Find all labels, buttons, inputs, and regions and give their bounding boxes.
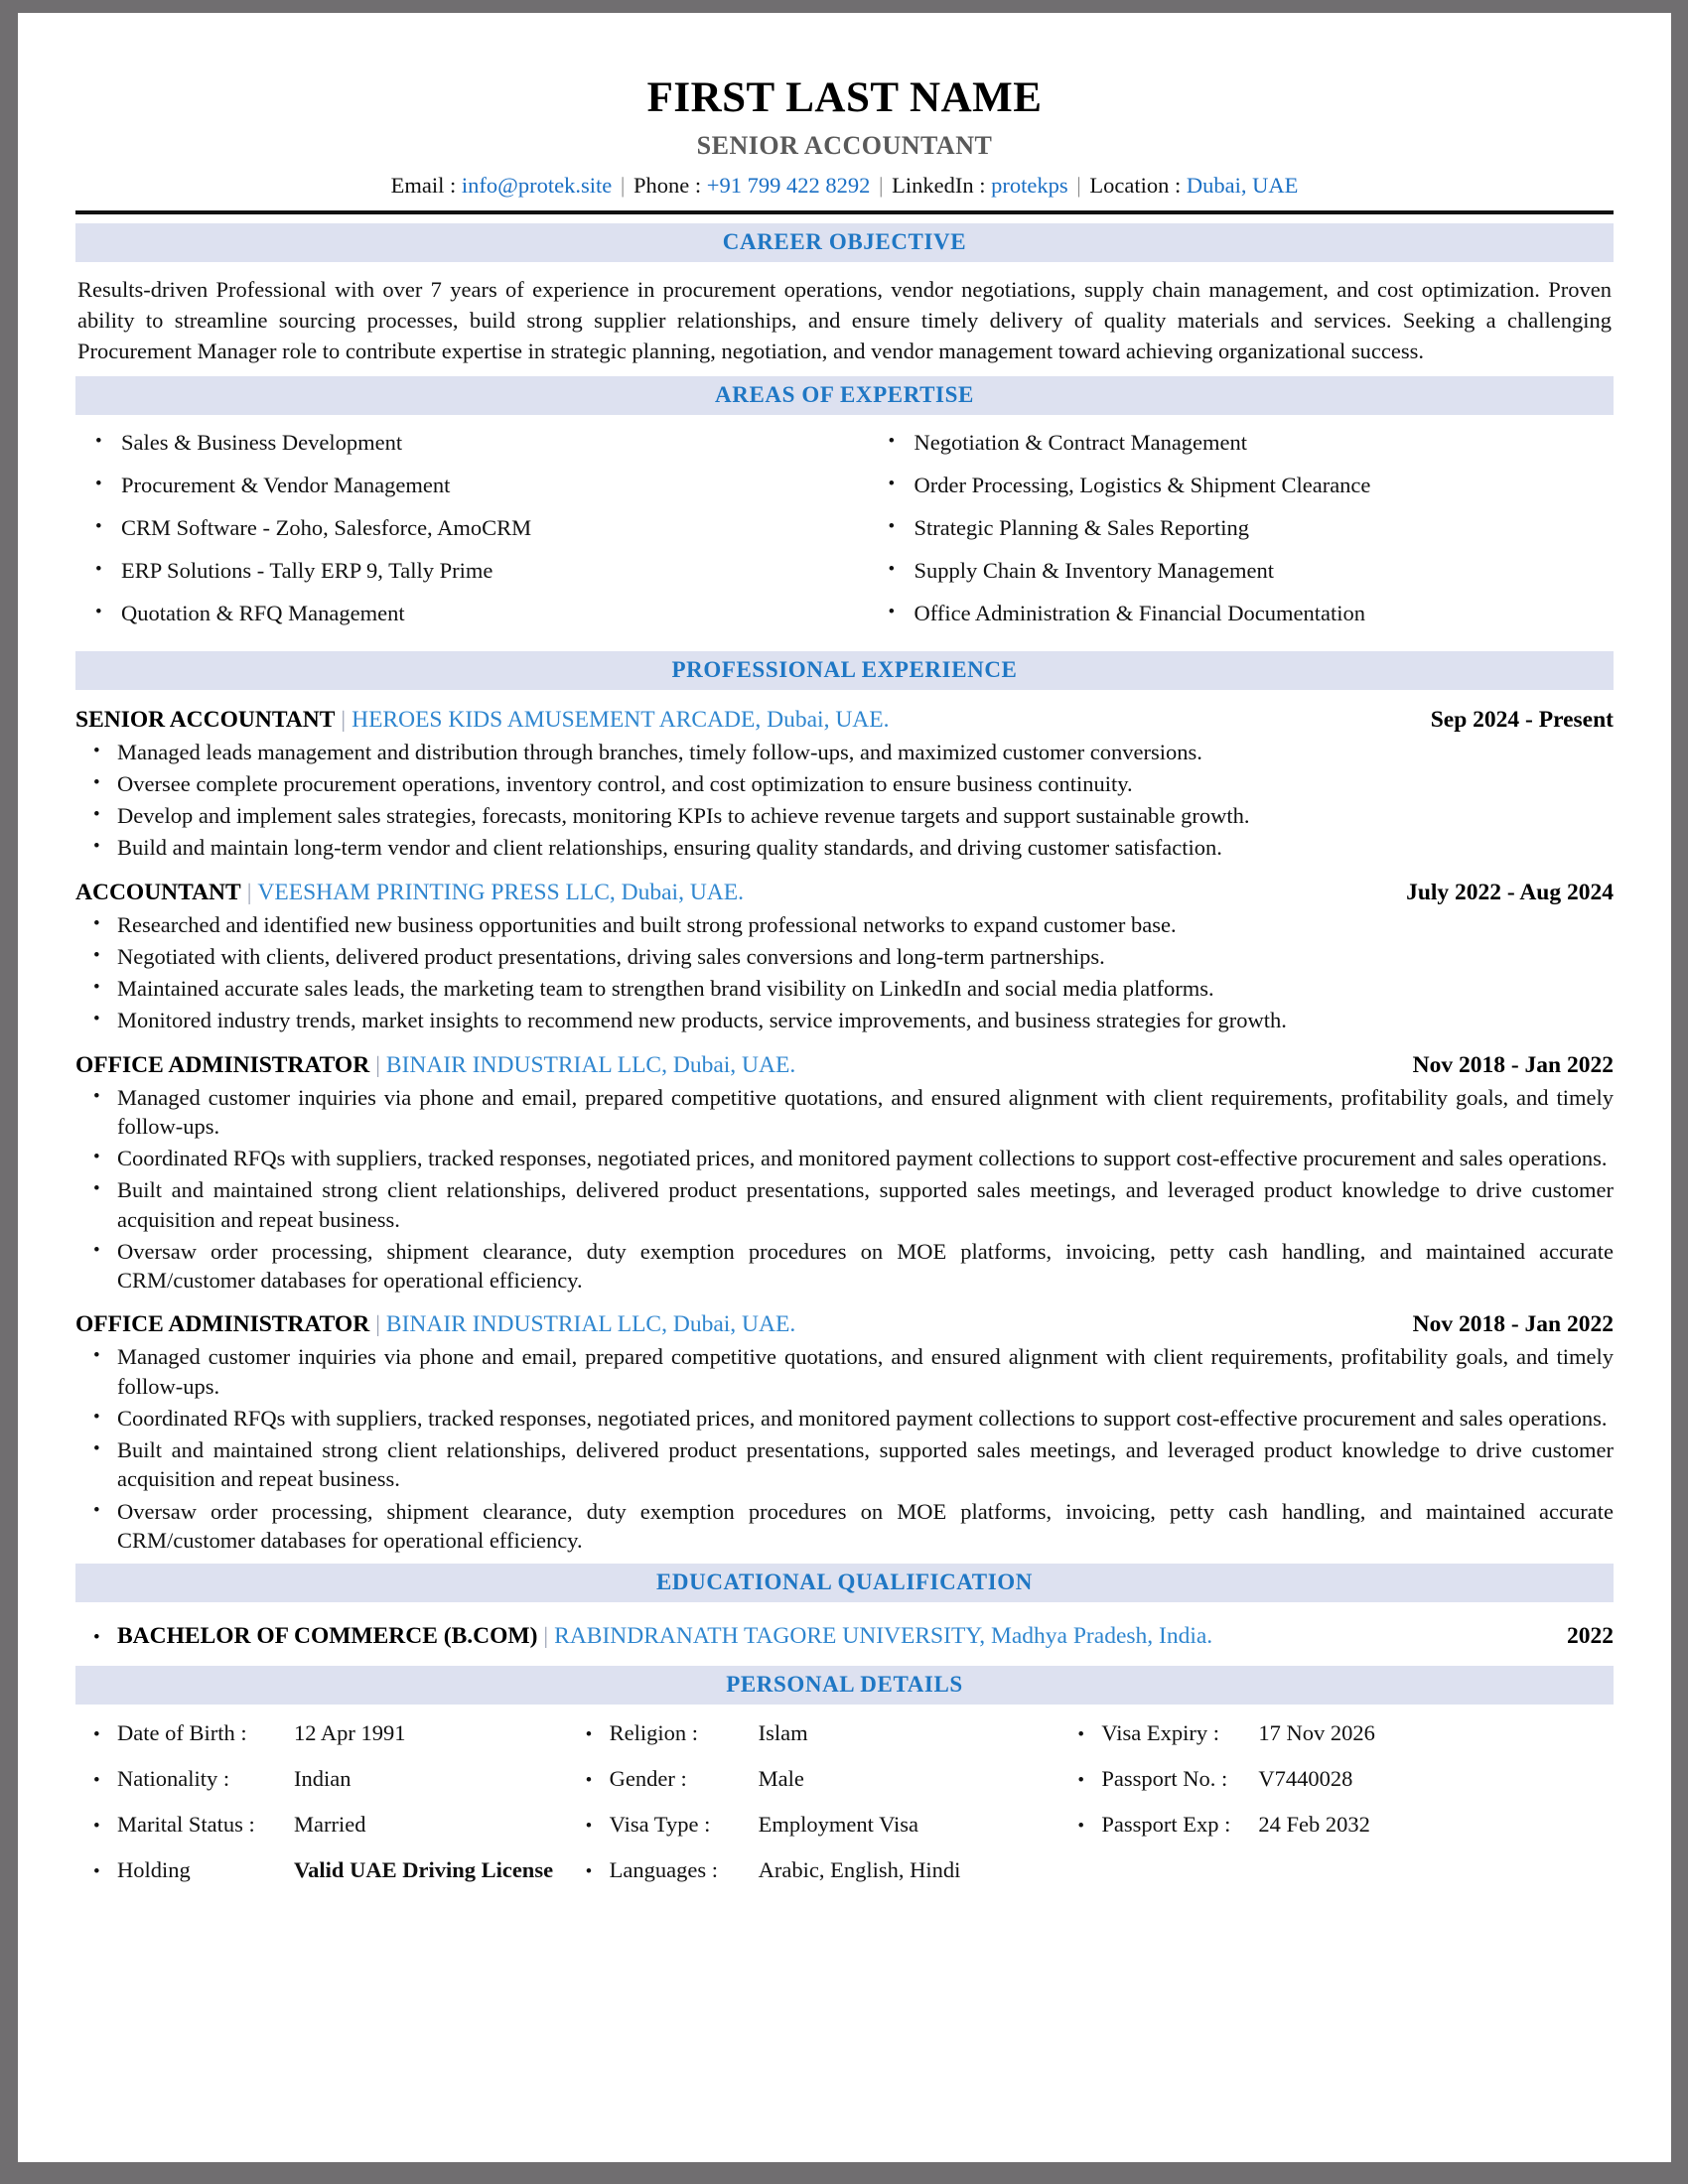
experience-bullet bbox=[75, 738, 1614, 766]
personal-detail-row bbox=[568, 1766, 1060, 1792]
experience-bullet bbox=[75, 801, 1614, 830]
education-degree: BACHELOR OF COMMERCE (B.COM) bbox=[117, 1623, 538, 1650]
bullet-icon: • bbox=[93, 1627, 100, 1649]
experience-bullet bbox=[75, 1497, 1614, 1556]
bullet-icon: • bbox=[95, 558, 102, 580]
bullet-icon: • bbox=[93, 1345, 100, 1367]
bullet-icon: • bbox=[93, 740, 100, 761]
personal-detail-label: Religion : bbox=[609, 1720, 699, 1746]
contact-separator-icon: | bbox=[1076, 173, 1081, 199]
expertise-item-label: Procurement & Vendor Management bbox=[121, 472, 451, 497]
separator-icon: | bbox=[375, 1051, 380, 1078]
personal-detail-label: Nationality : bbox=[117, 1766, 230, 1792]
expertise-item bbox=[75, 557, 845, 584]
contact-separator-icon: | bbox=[620, 173, 626, 199]
personal-detail-row bbox=[1059, 1720, 1614, 1746]
experience-entry bbox=[75, 1311, 1614, 1555]
experience-company: HEROES KIDS AMUSEMENT ARCADE, Dubai, UAE. bbox=[352, 706, 890, 733]
bullet-icon: • bbox=[1077, 1816, 1084, 1838]
personal-detail-label: Date of Birth : bbox=[117, 1720, 247, 1746]
personal-detail-row bbox=[75, 1857, 568, 1883]
experience-dates: Sep 2024 - Present bbox=[1430, 706, 1614, 733]
bullet-icon: • bbox=[93, 1861, 100, 1883]
bullet-icon: • bbox=[93, 1724, 100, 1746]
experience-company: VEESHAM PRINTING PRESS LLC, Dubai, UAE. bbox=[257, 879, 745, 905]
experience-dates: July 2022 - Aug 2024 bbox=[1406, 879, 1614, 905]
personal-detail-label: Visa Type : bbox=[609, 1812, 711, 1838]
personal-detail-value: Valid UAE Driving License bbox=[294, 1857, 554, 1883]
experience-bullet-text: Managed customer inquiries via phone and email, prepared competitive quotations, and ensured alignment with client requirements, profitability goals, and timely follow-ups. bbox=[117, 1344, 1614, 1399]
personal-detail-label: Gender : bbox=[609, 1766, 687, 1792]
personal-detail-label: Passport Exp : bbox=[1101, 1812, 1231, 1838]
experience-bullet bbox=[75, 1435, 1614, 1494]
bullet-icon: • bbox=[93, 836, 100, 858]
personal-column-3 bbox=[1059, 1720, 1614, 1903]
expertise-item bbox=[75, 429, 845, 456]
bullet-icon: • bbox=[888, 473, 896, 494]
personal-column-2 bbox=[568, 1720, 1060, 1903]
personal-detail-row bbox=[568, 1857, 1060, 1883]
separator-icon: | bbox=[375, 1311, 380, 1338]
bullet-icon: • bbox=[93, 912, 100, 934]
expertise-item bbox=[869, 514, 1615, 541]
experience-bullet-text: Build and maintain long-term vendor and client relationships, ensuring quality standards, and driving customer satisfaction. bbox=[117, 835, 1222, 861]
bullet-icon: • bbox=[93, 804, 100, 826]
experience-bullet bbox=[75, 1237, 1614, 1296]
personal-detail-value: 17 Nov 2026 bbox=[1258, 1720, 1375, 1746]
linkedin-value[interactable]: protekps bbox=[991, 173, 1068, 199]
expertise-column-right bbox=[845, 429, 1615, 642]
experience-bullet bbox=[75, 974, 1614, 1003]
expertise-item bbox=[869, 429, 1615, 456]
personal-detail-row bbox=[75, 1766, 568, 1792]
experience-bullet bbox=[75, 1342, 1614, 1401]
expertise-item-label: Sales & Business Development bbox=[121, 429, 403, 455]
personal-detail-label: Marital Status : bbox=[117, 1812, 255, 1838]
experience-bullet-text: Coordinated RFQs with suppliers, tracked responses, negotiated prices, and monitored payment collections to support cost-effective procurement and sales operations. bbox=[117, 1146, 1608, 1171]
personal-detail-row bbox=[568, 1812, 1060, 1838]
experience-role: OFFICE ADMINISTRATOR bbox=[75, 1311, 370, 1338]
education-entry bbox=[75, 1623, 1614, 1650]
bullet-icon: • bbox=[95, 601, 102, 622]
bullet-icon: • bbox=[888, 430, 896, 452]
expertise-column-left bbox=[75, 429, 845, 642]
bullet-icon: • bbox=[93, 771, 100, 793]
bullet-icon: • bbox=[93, 1499, 100, 1521]
bullet-icon: • bbox=[93, 1178, 100, 1200]
section-header-educational-qualification: EDUCATIONAL QUALIFICATION bbox=[75, 1564, 1614, 1602]
personal-detail-row bbox=[1059, 1812, 1614, 1838]
expertise-item-label: Quotation & RFQ Management bbox=[121, 600, 405, 625]
experience-bullet-text: Built and maintained strong client relationships, delivered product presentations, supported sales meetings, and leveraged product knowledge to drive customer acquisition and repeat business. bbox=[117, 1437, 1614, 1492]
expertise-item-label: Strategic Planning & Sales Reporting bbox=[914, 514, 1249, 540]
experience-bullet bbox=[75, 1175, 1614, 1234]
bullet-icon: • bbox=[93, 1009, 100, 1030]
personal-column-1 bbox=[75, 1720, 568, 1903]
experience-bullet-text: Oversaw order processing, shipment clearance, duty exemption procedures on MOE platforms, invoicing, petty cash handling, and maintained accurate CRM/customer databases for operational efficiency. bbox=[117, 1238, 1614, 1294]
personal-detail-label: Passport No. : bbox=[1101, 1766, 1228, 1792]
bullet-icon: • bbox=[93, 1406, 100, 1428]
experience-entry bbox=[75, 880, 1614, 1035]
expertise-item-label: Supply Chain & Inventory Management bbox=[914, 557, 1274, 583]
experience-bullet-text: Maintained accurate sales leads, the marketing team to strengthen brand visibility on LinkedIn and social media platforms. bbox=[117, 976, 1214, 1002]
expertise-item bbox=[75, 600, 845, 626]
expertise-grid bbox=[75, 429, 1614, 642]
expertise-item-label: Office Administration & Financial Documentation bbox=[914, 600, 1365, 625]
education-list bbox=[75, 1623, 1614, 1650]
personal-detail-row bbox=[75, 1720, 568, 1746]
personal-details-grid bbox=[75, 1720, 1614, 1903]
experience-bullet-list bbox=[75, 1083, 1614, 1296]
experience-bullet bbox=[75, 910, 1614, 939]
experience-bullet-text: Oversaw order processing, shipment clearance, duty exemption procedures on MOE platforms, invoicing, petty cash handling, and maintained accurate CRM/customer databases for operational efficiency. bbox=[117, 1498, 1614, 1553]
bullet-icon: • bbox=[93, 944, 100, 966]
experience-role: ACCOUNTANT bbox=[75, 879, 241, 905]
experience-bullet-text: Managed leads management and distribution through branches, timely follow-ups, and maximized customer conversions. bbox=[117, 739, 1202, 764]
personal-detail-label: Visa Expiry : bbox=[1101, 1720, 1219, 1746]
experience-company: BINAIR INDUSTRIAL LLC, Dubai, UAE. bbox=[385, 1051, 796, 1078]
experience-bullet bbox=[75, 833, 1614, 862]
section-header-areas-of-expertise: AREAS OF EXPERTISE bbox=[75, 376, 1614, 415]
section-header-professional-experience: PROFESSIONAL EXPERIENCE bbox=[75, 651, 1614, 690]
expertise-item-label: ERP Solutions - Tally ERP 9, Tally Prime bbox=[121, 557, 493, 583]
contact-separator-icon: | bbox=[878, 173, 884, 199]
experience-bullet bbox=[75, 769, 1614, 798]
personal-detail-value: Married bbox=[294, 1812, 366, 1838]
experience-list bbox=[75, 707, 1614, 1556]
experience-entry-header bbox=[75, 880, 1614, 906]
separator-icon: | bbox=[246, 879, 252, 905]
bullet-icon: • bbox=[95, 473, 102, 494]
expertise-item bbox=[869, 557, 1615, 584]
bullet-icon: • bbox=[93, 1239, 100, 1261]
expertise-item-label: CRM Software - Zoho, Salesforce, AmoCRM bbox=[121, 514, 532, 540]
experience-dates: Nov 2018 - Jan 2022 bbox=[1412, 1051, 1614, 1078]
phone-label: Phone : bbox=[633, 173, 702, 199]
headline-job-title: SENIOR ACCOUNTANT bbox=[696, 131, 993, 161]
experience-bullet-text: Negotiated with clients, delivered product presentations, driving sales conversions and long-term partnerships. bbox=[117, 943, 1105, 969]
personal-detail-value: Islam bbox=[758, 1720, 808, 1746]
personal-detail-row bbox=[1059, 1766, 1614, 1792]
page-title: FIRST LAST NAME bbox=[646, 74, 1043, 121]
resume-page bbox=[18, 13, 1671, 2162]
personal-detail-row bbox=[568, 1720, 1060, 1746]
experience-entry-header bbox=[75, 707, 1614, 734]
bullet-icon: • bbox=[93, 1770, 100, 1792]
personal-detail-value: Indian bbox=[294, 1766, 352, 1792]
phone-value[interactable]: +91 799 422 8292 bbox=[706, 173, 871, 199]
bullet-icon: • bbox=[585, 1816, 593, 1838]
location-value: Dubai, UAE bbox=[1186, 173, 1299, 199]
personal-detail-value: Male bbox=[758, 1766, 804, 1792]
personal-detail-value: 24 Feb 2032 bbox=[1258, 1812, 1370, 1838]
experience-bullet bbox=[75, 1404, 1614, 1433]
bullet-icon: • bbox=[888, 515, 896, 537]
expertise-item bbox=[869, 600, 1615, 626]
experience-bullet bbox=[75, 1144, 1614, 1172]
personal-detail-label: Holding bbox=[117, 1857, 191, 1883]
linkedin-label: LinkedIn : bbox=[892, 173, 986, 199]
experience-bullet-text: Researched and identified new business opportunities and built strong professional networks to expand customer base. bbox=[117, 911, 1177, 937]
bullet-icon: • bbox=[1077, 1724, 1084, 1746]
experience-bullet bbox=[75, 942, 1614, 971]
experience-entry-header bbox=[75, 1311, 1614, 1338]
experience-role: OFFICE ADMINISTRATOR bbox=[75, 1051, 370, 1078]
bullet-icon: • bbox=[93, 977, 100, 999]
expertise-item bbox=[75, 472, 845, 498]
expertise-item bbox=[869, 472, 1615, 498]
section-header-personal-details: PERSONAL DETAILS bbox=[75, 1666, 1614, 1705]
experience-bullet-text: Coordinated RFQs with suppliers, tracked responses, negotiated prices, and monitored payment collections to support cost-effective procurement and sales operations. bbox=[117, 1405, 1608, 1431]
email-label: Email : bbox=[390, 173, 457, 199]
personal-detail-value: Arabic, English, Hindi bbox=[758, 1857, 961, 1883]
personal-detail-value: 12 Apr 1991 bbox=[294, 1720, 406, 1746]
experience-role: SENIOR ACCOUNTANT bbox=[75, 706, 336, 733]
personal-detail-value: V7440028 bbox=[1258, 1766, 1353, 1792]
experience-bullet-text: Oversee complete procurement operations, inventory control, and cost optimization to ensure business continuity. bbox=[117, 770, 1133, 796]
bullet-icon: • bbox=[95, 430, 102, 452]
expertise-item-label: Negotiation & Contract Management bbox=[914, 429, 1248, 455]
expertise-item-label: Order Processing, Logistics & Shipment Clearance bbox=[914, 472, 1371, 497]
bullet-icon: • bbox=[888, 558, 896, 580]
experience-company: BINAIR INDUSTRIAL LLC, Dubai, UAE. bbox=[385, 1311, 796, 1338]
experience-entry-header bbox=[75, 1052, 1614, 1079]
section-header-career-objective: CAREER OBJECTIVE bbox=[75, 223, 1614, 262]
contact-line bbox=[75, 173, 1614, 199]
bullet-icon: • bbox=[95, 515, 102, 537]
experience-bullet bbox=[75, 1083, 1614, 1142]
expertise-item bbox=[75, 514, 845, 541]
experience-bullet-list bbox=[75, 1342, 1614, 1555]
bullet-icon: • bbox=[93, 1438, 100, 1460]
email-value[interactable]: info@protek.site bbox=[461, 173, 613, 199]
experience-bullet-text: Monitored industry trends, market insights to recommend new products, service improvements, and business strategies for growth. bbox=[117, 1008, 1287, 1033]
education-institution: RABINDRANATH TAGORE UNIVERSITY, Madhya Pradesh, India. bbox=[554, 1623, 1213, 1650]
career-objective-text: Results-driven Professional with over 7 years of experience in procurement operations, vendor negotiations, supply chain management, and cost optimization. Proven ability to streamline sourcing processes, build strong supplier relationships, and ensure timely delivery of quality materials and services. Seeking a challenging Procurement Manager role to contribute expertise in strategic planning, negotiation, and vendor management toward achieving organizational success. bbox=[77, 277, 1612, 363]
personal-detail-value: Employment Visa bbox=[758, 1812, 919, 1838]
education-year: 2022 bbox=[1567, 1623, 1614, 1650]
bullet-icon: • bbox=[1077, 1770, 1084, 1792]
experience-bullet-text: Managed customer inquiries via phone and email, prepared competitive quotations, and ensured alignment with client requirements, profitability goals, and timely follow-ups. bbox=[117, 1084, 1614, 1139]
bullet-icon: • bbox=[585, 1724, 593, 1746]
bullet-icon: • bbox=[93, 1085, 100, 1107]
separator-icon: | bbox=[341, 706, 347, 733]
bullet-icon: • bbox=[585, 1770, 593, 1792]
experience-bullet-text: Built and maintained strong client relationships, delivered product presentations, supported sales meetings, and leveraged product knowledge to drive customer acquisition and repeat business. bbox=[117, 1177, 1614, 1232]
experience-bullet bbox=[75, 1006, 1614, 1034]
bullet-icon: • bbox=[585, 1861, 593, 1883]
bullet-icon: • bbox=[93, 1147, 100, 1168]
bullet-icon: • bbox=[888, 601, 896, 622]
location-label: Location : bbox=[1089, 173, 1182, 199]
experience-bullet-text: Develop and implement sales strategies, forecasts, monitoring KPIs to achieve revenue targets and support sustainable growth. bbox=[117, 803, 1250, 829]
bullet-icon: • bbox=[93, 1816, 100, 1838]
experience-bullet-list bbox=[75, 738, 1614, 863]
experience-entry bbox=[75, 707, 1614, 863]
experience-bullet-list bbox=[75, 910, 1614, 1035]
experience-dates: Nov 2018 - Jan 2022 bbox=[1412, 1311, 1614, 1338]
separator-icon: | bbox=[543, 1623, 549, 1650]
personal-detail-row bbox=[75, 1812, 568, 1838]
header-divider bbox=[75, 210, 1614, 214]
personal-detail-label: Languages : bbox=[609, 1857, 719, 1883]
experience-entry bbox=[75, 1052, 1614, 1296]
